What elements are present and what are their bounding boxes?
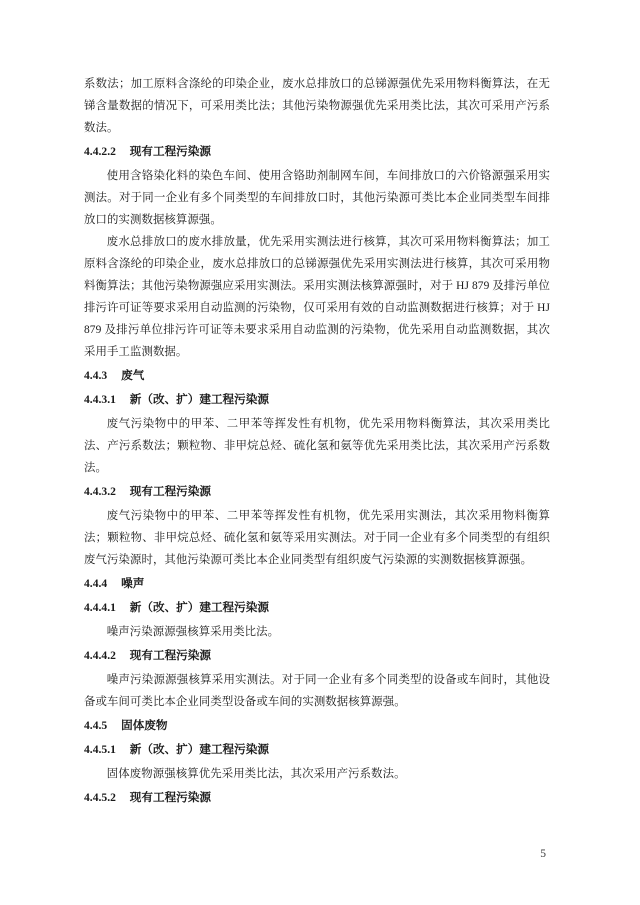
heading-title: 新（改、扩）建工程污染源 [129, 601, 269, 614]
section-heading-4-4-5-2 [84, 787, 550, 809]
body-paragraph: 废气污染物中的甲苯、二甲苯等挥发性有机物，优先采用实测法，其次采用物料衡算法；颗粒物、非甲烷总烃、硫化氢和氨等采用实测法。对于同一企业有多个同类型的有组织废气污染源时，其他污染源可类比本企业同类型有组织废气污染源的实测数据核算源强。 [84, 510, 550, 566]
heading-title: 现有工程污染源 [129, 649, 211, 662]
section-heading-4-4-3 [84, 365, 550, 387]
section-heading-4-4-3-1 [84, 389, 550, 411]
section-heading-4-4-5-1 [84, 739, 550, 761]
section-heading-4-4-2-2 [84, 141, 550, 163]
section-heading-4-4-4 [84, 573, 550, 595]
body-paragraph: 系数法；加工原料含涤纶的印染企业，废水总排放口的总锑源强优先采用物料衡算法，在无锑含量数据的情况下，可采用类比法；其他污染物源强优先采用类比法，其次可采用产污系数法。 [84, 78, 550, 134]
body-paragraph: 固体废物源强核算优先采用类比法，其次采用产污系数法。 [106, 768, 406, 780]
heading-number: 4.4.3.1 [84, 393, 116, 406]
heading-title: 现有工程污染源 [129, 485, 211, 498]
heading-number: 4.4.5 [84, 719, 108, 732]
heading-title: 噪声 [121, 577, 145, 590]
heading-number: 4.4.3 [84, 369, 108, 382]
heading-title: 现有工程污染源 [129, 145, 211, 158]
body-paragraph: 噪声污染源源强核算采用类比法。 [106, 626, 280, 638]
body-paragraph: 废气污染物中的甲苯、二甲苯等挥发性有机物，优先采用物料衡算法，其次采用类比法、产污系数法；颗粒物、非甲烷总烃、硫化氢和氨等优先采用类比法，其次采用产污系数法。 [84, 418, 550, 474]
section-heading-4-4-4-1 [84, 597, 550, 619]
heading-number: 4.4.4.2 [84, 649, 116, 662]
page-number: 5 [540, 848, 546, 860]
section-heading-4-4-3-2 [84, 481, 550, 503]
heading-title: 固体废物 [121, 719, 168, 732]
heading-number: 4.4.2.2 [84, 145, 116, 158]
heading-number: 4.4.3.2 [84, 485, 116, 498]
body-paragraph: 废水总排放口的废水排放量，优先采用实测法进行核算，其次可采用物料衡算法；加工原料含涤纶的印染企业，废水总排放口的总锑源强优先采用实测法进行核算，其次可采用物料衡算法；其他污染物源强应采用实测法。采用实测法核算源强时，对于 HJ 879 及排污单位排污许可证等要求采用自动监测的污染物，仅可采用有效的自动监测数据进行核算；对于 HJ 879 及排污单位排污许可证等未要求采用自动监测的污染物，优先采用自动监测数据，其次采用手工监测数据。 [84, 236, 550, 358]
section-heading-4-4-4-2 [84, 645, 550, 667]
heading-title: 废气 [121, 369, 145, 382]
heading-title: 现有工程污染源 [129, 791, 211, 804]
heading-title: 新（改、扩）建工程污染源 [129, 743, 269, 756]
heading-title: 新（改、扩）建工程污染源 [129, 393, 269, 406]
document-body [84, 73, 550, 811]
body-paragraph: 使用含铬染化料的染色车间、使用含铬助剂制网车间，车间排放口的六价铬源强采用实测法。对于同一企业有多个同类型的车间排放口时，其他污染源可类比本企业同类型车间排放口的实测数据核算源强。 [84, 170, 550, 226]
heading-number: 4.4.4.1 [84, 601, 116, 614]
heading-number: 4.4.5.2 [84, 791, 116, 804]
section-heading-4-4-5 [84, 715, 550, 737]
heading-number: 4.4.5.1 [84, 743, 116, 756]
body-paragraph: 噪声污染源源强核算采用实测法。对于同一企业有多个同类型的设备或车间时，其他设备或车间可类比本企业同类型设备或车间的实测数据核算源强。 [84, 674, 550, 708]
heading-number: 4.4.4 [84, 577, 108, 590]
